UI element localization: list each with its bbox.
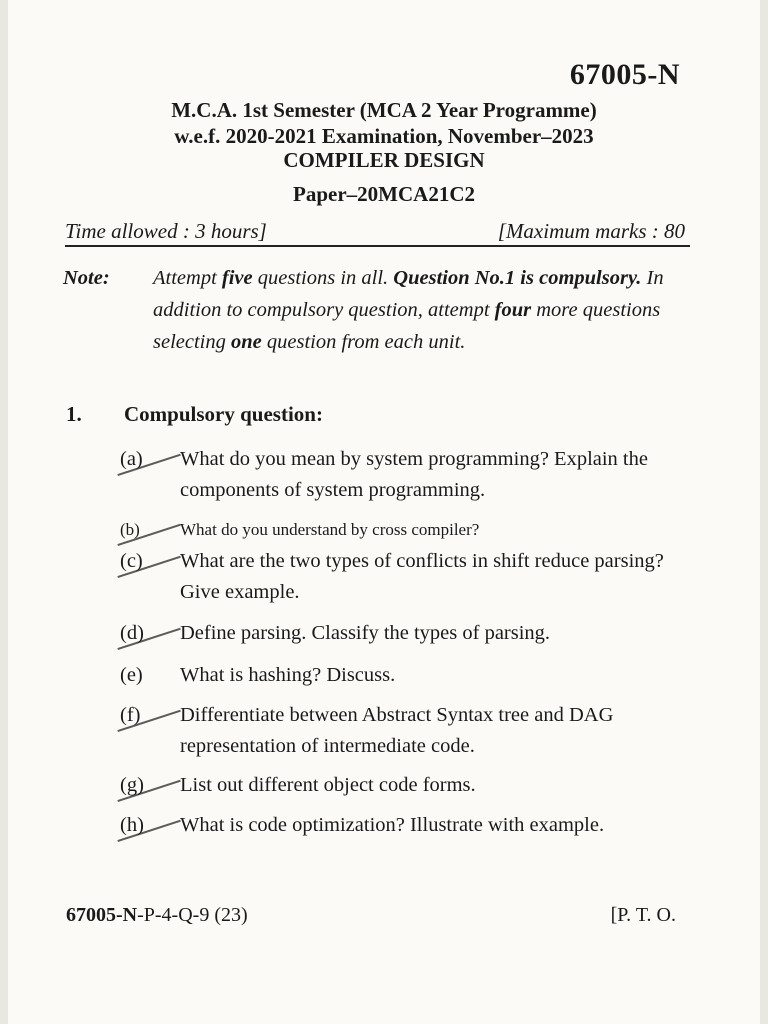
header-divider bbox=[65, 245, 690, 247]
paper-number: Paper–20MCA21C2 bbox=[293, 182, 475, 206]
subject-title: COMPILER DESIGN bbox=[283, 148, 485, 172]
part-label: (c) bbox=[120, 550, 143, 572]
part-text: What do you understand by cross compiler? bbox=[180, 520, 480, 539]
question-number: 1. bbox=[66, 402, 82, 426]
part-label: (b) bbox=[120, 520, 140, 539]
paper-code: 67005-N bbox=[569, 58, 680, 91]
part-text: List out different object code forms. bbox=[180, 774, 476, 796]
time-allowed: Time allowed : 3 hours] bbox=[65, 219, 267, 243]
part-label: (d) bbox=[120, 622, 144, 644]
part-label: (g) bbox=[120, 774, 144, 796]
part-text: What is hashing? Discuss. bbox=[180, 664, 396, 686]
exam-session-line: w.e.f. 2020-2021 Examination, November–2023 bbox=[174, 124, 594, 148]
part-label: (h) bbox=[120, 814, 144, 836]
please-turn-over: [P. T. O. bbox=[610, 904, 676, 926]
part-text: What is code optimization? Illustrate with example. bbox=[180, 814, 605, 836]
time-marks-row bbox=[65, 219, 685, 244]
part-text: What are the two types of conflicts in shift reduce parsing? Give example. bbox=[180, 550, 664, 603]
maximum-marks: [Maximum marks : 80 bbox=[497, 219, 685, 243]
footer-paper-code: 67005-N-P-4-Q-9 (23) bbox=[66, 904, 248, 926]
part-text: Differentiate between Abstract Syntax tree and DAG representation of intermediate code. bbox=[180, 704, 614, 757]
part-text: Define parsing. Classify the types of parsing. bbox=[180, 622, 551, 644]
question-title: Compulsory question: bbox=[124, 402, 323, 426]
note-text: Attempt five questions in all. Question No.1 is compulsory. In addition to compulsory question, attempt four more questions selecting one question from each unit. bbox=[153, 267, 664, 353]
part-label: (f) bbox=[120, 704, 141, 726]
part-label: (e) bbox=[120, 664, 143, 686]
exam-paper bbox=[8, 0, 760, 1024]
course-line: M.C.A. 1st Semester (MCA 2 Year Programme) bbox=[171, 98, 597, 122]
part-label: (a) bbox=[120, 448, 143, 470]
page-footer bbox=[66, 904, 676, 927]
part-text: What do you mean by system programming? Explain the components of system programming. bbox=[180, 448, 648, 501]
note-label: Note: bbox=[63, 267, 110, 289]
